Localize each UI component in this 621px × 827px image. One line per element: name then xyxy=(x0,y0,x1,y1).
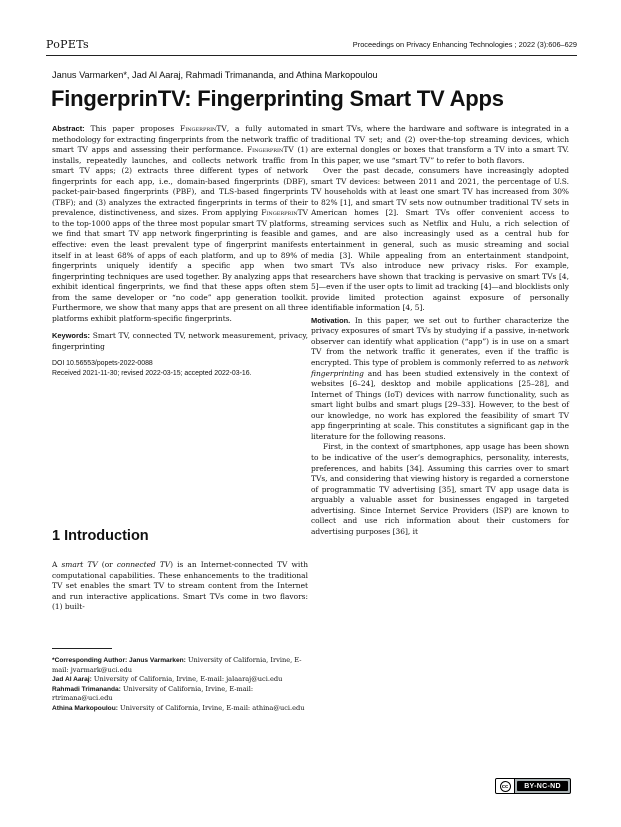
footnote-rule xyxy=(52,648,112,649)
body-paragraph: Over the past decade, consumers have increasingly adopted smart TV devices: between 2011 and 2021, the percentage of U.S. TV households with at least one smart TV has increased from 30% to 82% [1], and smart TV sets now outnumber traditional TV sets in American homes [2]. Smart TVs offer convenient access to streaming services such as Netflix and Hulu, a rich selection of games, and are also increasingly used as a central hub for entertainment in general, such as music streaming and social media [3]. While appealing from an entertainment standpoint, smart TVs also introduce new privacy risks. For example, researchers have shown that tracking is pervasive on smart TVs [4, 5]—even if the user opts to limit ad tracking [4]—and blocklists only provide limited protection against exposure of personally identifiable information [4, 5]. xyxy=(311,166,569,313)
motivation-paragraph: Motivation. In this paper, we set out to further characterize the privacy exposures of smart TVs by studying if a passive, in-network observer can identify what application (“app”) is in use on a smart TV from the network traffic it generates, even if the traffic is encrypted. This type of problem is commonly referred to as network fingerprinting and has been studied extensively in the context of websites [6–24], desktop and mobile applications [25–28], and Internet of Things (IoT) devices with narrow functionality, such as smart light bulbs and smart plugs [29–33]. However, to the best of our knowledge, no work has explored the feasibility of smart TV app fingerprinting at scale. This constitutes a significant gap in the literature for the following reasons. xyxy=(311,315,569,441)
section-heading-introduction: 1 Introduction xyxy=(52,528,149,544)
keywords-label: Keywords: xyxy=(52,331,91,341)
paper-title: FingerprinTV: Fingerprinting Smart TV Apps xyxy=(51,86,504,111)
received-dates: Received 2021-11-30; revised 2022-03-15; accepted 2022-03-16. xyxy=(52,370,252,378)
footnote: Rahmadi Trimananda: University of California, Irvine, E-mail: rtrimana@uci.edu xyxy=(52,684,254,703)
motivation-label: Motivation. xyxy=(311,315,351,325)
footnotes xyxy=(52,656,308,714)
journal-short-name: PoPETs xyxy=(46,38,89,51)
doi: DOI 10.56553/popets-2022-0088 xyxy=(52,360,153,368)
proceedings-citation: Proceedings on Privacy Enhancing Technologies ; 2022 (3):606–629 xyxy=(352,40,577,49)
body-column-right xyxy=(311,124,569,537)
introduction-paragraph: A smart TV (or connected TV) is an Internet-connected TV with computational capabilities. These enhancements to the traditional TV set enables the smart TV to stream content from the Internet and run interactive applications. Smart TVs come in two flavors: (1) built- xyxy=(52,560,309,612)
keywords: Keywords: Smart TV, connected TV, network measurement, privacy, fingerprinting xyxy=(52,331,308,351)
footnote: *Corresponding Author: Janus Varmarken: University of California, Irvine, E-mail: jvarmark@uci.edu xyxy=(52,656,302,674)
body-paragraph: in smart TVs, where the hardware and software is integrated in a traditional TV set; and (2) over-the-top streaming devices, which are external dongles or boxes that transform a TV into a smart TV. In this paper, we use “smart TV” to refer to both flavors. xyxy=(311,124,569,165)
abstract: Abstract: This paper proposes FingerprinTV, a fully automated methodology for extracting fingerprints from the network traffic of smart TV apps and assessing their performance. FingerprinTV (1) installs, repeatedly launches, and collects network traffic from smart TV apps; (2) extracts three different types of network fingerprints for each app, i.e., domain-based fingerprints (DBF), packet-pair-based fingerprints (PBF), and TLS-based fingerprints (TBF); and (3) analyzes the extracted fingerprints in terms of their prevalence, distinctiveness, and sizes. From applying FingerprinTV to the top-1000 apps of the three most popular smart TV platforms, we find that smart TV app network fingerprinting is feasible and effective: even the least prevalent type of fingerprint manifests itself in at least 68% of apps of each platform, and up to 89% of fingerprints uniquely identify a specific app when two fingerprinting techniques are used together. By analyzing apps that exhibit identical fingerprints, we find that these apps often stem from the same developer or “no code” app generation toolkit. Furthermore, we show that many apps that are present on all three platforms exhibit platform-specific fingerprints. xyxy=(52,124,308,323)
abstract-label: Abstract: xyxy=(52,124,85,133)
body-paragraph: First, in the context of smartphones, app usage has been shown to be indicative of the user’s demographics, personality, interests, preferences, and habits [34]. Assuming this carries over to smart TVs, and considering that viewing history is regarded a cornerstone of programmatic TV advertising [35], smart TV app usage data is arguably a valuable asset for businesses engaged in targeted advertising. Since Internet Service Providers (ISP) are known to collect and use rich information about their customers for advertising purposes [36], it xyxy=(311,442,569,536)
author-list: Janus Varmarken*, Jad Al Aaraj, Rahmadi Trimananda, and Athina Markopoulou xyxy=(52,70,378,80)
footnote: Athina Markopoulou: University of California, Irvine, E-mail: athina@uci.edu xyxy=(52,703,305,712)
license-text: BY-NC-ND xyxy=(517,781,568,791)
footnote: Jad Al Aaraj: University of California, Irvine, E-mail: jalaaraj@uci.edu xyxy=(52,675,283,684)
system-name: FingerprinTV xyxy=(180,124,227,133)
cc-license-badge xyxy=(495,778,571,794)
system-name: FingerprinTV xyxy=(261,208,308,218)
creative-commons-icon: cc xyxy=(496,779,515,793)
system-name: FingerprinTV xyxy=(246,145,294,155)
header-rule xyxy=(46,55,577,56)
abstract-column xyxy=(52,124,308,379)
